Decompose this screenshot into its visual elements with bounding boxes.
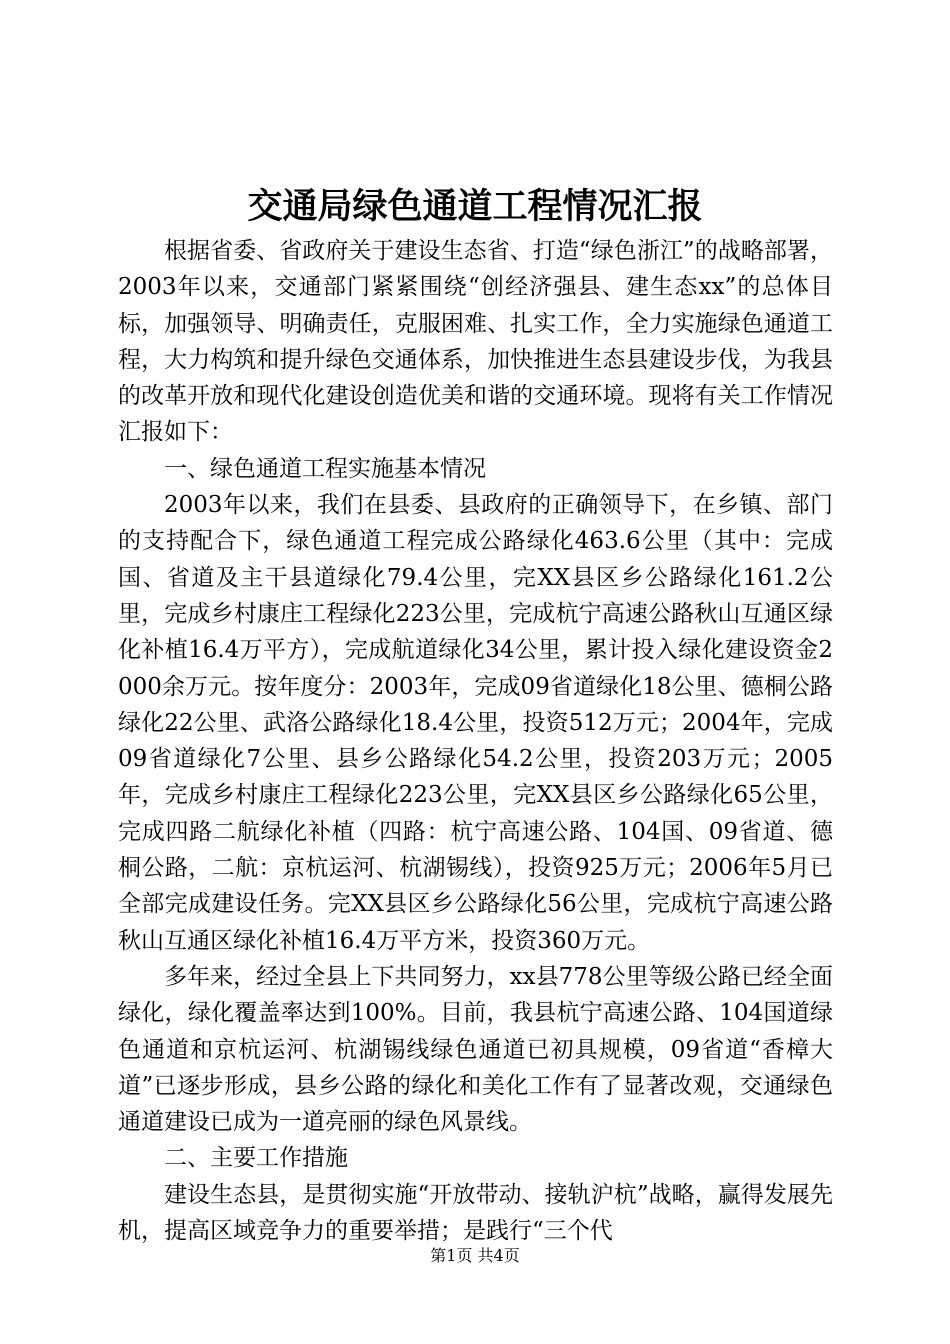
section-heading-2: 二、主要工作措施 [164, 1145, 348, 1172]
body-paragraph: 2003年以来，我们在县委、县政府的正确领导下，在乡镇、部门的支持配合下，绿色通道工程完成公路绿化463.6公里（其中：完成国、省道及主干县道绿化79.4公里，完XX县区乡公路绿化161.2公里，完成乡村康庄工程绿化223公里，完成杭宁高速公路秋山互通区绿化补植16.4万平方），完成航道绿化34公里，累计投入绿化建设资金2000余万元。按年度分：2003年，完成09省道绿化18公里、德桐公路绿化22公里、武洛公路绿化18.4公里，投资512万元；2004年，完成09省道绿化7公里、县乡公路绿化54.2公里，投资203万元；2005年，完成乡村康庄工程绿化223公里，完XX县区乡公路绿化65公里，完成四路二航绿化补植（四路：杭宁高速公路、104国、09省道、德桐公路，二航：京杭运河、杭湖锡线），投资925万元；2006年5月已全部完成建设任务。完XX县区乡公路绿化56公里，完成杭宁高速公路秋山互通区绿化补植16.4万平方米，投资360万元。 [118, 492, 833, 954]
document-body [118, 233, 833, 1249]
intro-paragraph: 根据省委、省政府关于建设生态省、打造“绿色浙江”的战略部署，2003年以来，交通部门紧紧围绕“创经济强县、建生态xx”的总体目标，加强领导、明确责任，克服困难、扎实工作，全力实施绿色通道工程，大力构筑和提升绿色交通体系，加快推进生态县建设步伐，为我县的改革开放和现代化建设创造优美和谐的交通环境。现将有关工作情况汇报如下： [118, 238, 833, 446]
document-title: 交通局绿色通道工程情况汇报 [247, 186, 703, 227]
section-heading-1: 一、绿色通道工程实施基本情况 [164, 455, 486, 482]
page-footer: 第1页 共4页 [430, 1246, 520, 1265]
body-paragraph: 多年来，经过全县上下共同努力，xx县778公里等级公路已经全面绿化，绿化覆盖率达到100%。目前，我县杭宁高速公路、104国道绿色通道和京杭运河、杭湖锡线绿色通道已初具规模，09省道“香樟大道”已逐步形成，县乡公路的绿化和美化工作有了显著改观，交通绿色通道建设已成为一道亮丽的绿色风景线。 [118, 963, 833, 1136]
body-paragraph: 建设生态县，是贯彻实施“开放带动、接轨沪杭”战略，赢得发展先机，提高区域竞争力的重要举措；是践行“三个代 [118, 1181, 833, 1245]
